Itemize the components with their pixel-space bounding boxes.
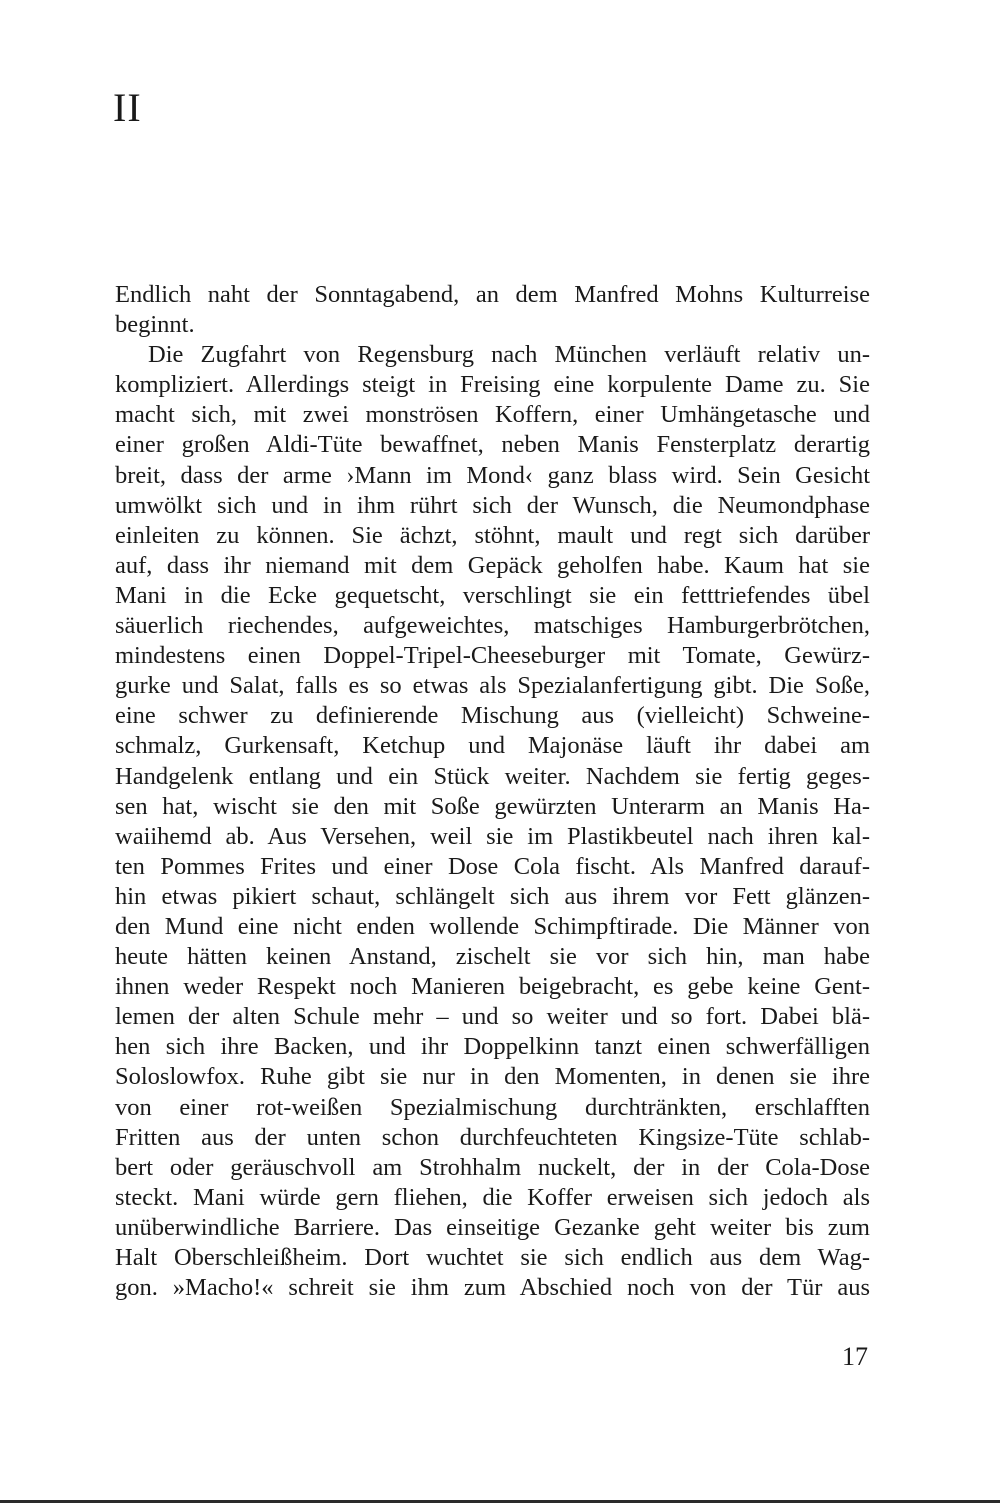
text-line: hen sich ihre Backen, und ihr Doppelkinn tanzt einen schwerfälligen [115, 1033, 870, 1061]
text-line: gurke und Salat, falls es so etwas als Spezialanfertigung gibt. Die Soße, [115, 672, 870, 700]
text-line: Endlich naht der Sonntagabend, an dem Manfred Mohns Kulturreise [115, 281, 870, 308]
text-line: Halt Oberschleißheim. Dort wuchtet sie sich endlich aus dem Wag- [115, 1244, 870, 1271]
text-line: Die Zugfahrt von Regensburg nach München verläuft relativ un- [148, 341, 870, 369]
text-line: Handgelenk entlang und ein Stück weiter. Nachdem sie fertig geges- [115, 762, 870, 790]
text-line: unüberwindliche Barriere. Das einseitige Gezanke geht weiter bis zum [115, 1213, 870, 1241]
text-line: Mani in die Ecke gequetscht, verschlingt sie ein fetttriefendes übel [115, 581, 870, 609]
text-line: umwölkt sich und in ihm rührt sich der Wunsch, die Neumondphase [115, 491, 870, 519]
text-line: ten Pommes Frites und einer Dose Cola fischt. Als Manfred darauf- [115, 852, 870, 880]
text-line: von einer rot-weißen Spezialmischung durchtränkten, erschlafften [115, 1093, 870, 1121]
text-line: bert oder geräuschvoll am Strohhalm nuckelt, der in der Cola-Dose [115, 1153, 870, 1181]
text-line: schmalz, Gurkensaft, Ketchup und Majonäse läuft ihr dabei am [115, 732, 870, 760]
text-line: macht sich, mit zwei monströsen Koffern, einer Umhängetasche und [115, 401, 870, 429]
text-line: sen hat, wischt sie den mit Soße gewürzten Unterarm an Manis Ha- [115, 792, 870, 820]
text-line: lemen der alten Schule mehr – und so weiter und so fort. Dabei blä- [115, 1003, 870, 1031]
text-line: hin etwas pikiert schaut, schlängelt sich aus ihrem vor Fett glänzen- [115, 882, 870, 910]
text-line: einer großen Aldi-Tüte bewaffnet, neben Manis Fensterplatz derartig [115, 431, 870, 459]
page-number: 17 [842, 1342, 868, 1371]
text-line: ihnen weder Respekt noch Manieren beigebracht, es gebe keine Gent- [115, 973, 870, 1001]
text-line: den Mund eine nicht enden wollende Schimpftirade. Die Männer von [115, 912, 870, 940]
text-line: gon. »Macho!« schreit sie ihm zum Abschied noch von der Tür aus [115, 1274, 870, 1302]
text-line: waiihemd ab. Aus Versehen, weil sie im Plastikbeutel nach ihren kal- [115, 822, 870, 850]
text-line: heute hätten keinen Anstand, zischelt sie vor sich hin, man habe [115, 943, 870, 971]
text-line: Soloslowfox. Ruhe gibt sie nur in den Momenten, in denen sie ihre [115, 1063, 870, 1091]
text-line: beginnt. [115, 311, 195, 339]
text-line: auf, dass ihr niemand mit dem Gepäck geholfen habe. Kaum hat sie [115, 551, 870, 579]
text-line: mindestens einen Doppel-Tripel-Cheeseburger mit Tomate, Gewürz- [115, 642, 870, 670]
chapter-number: II [113, 85, 142, 130]
text-line: säuerlich riechendes, aufgeweichtes, matschiges Hamburgerbrötchen, [115, 612, 870, 640]
body-text [115, 280, 870, 1303]
text-line: einleiten zu können. Sie ächzt, stöhnt, mault und regt sich darüber [115, 521, 870, 549]
text-line: breit, dass der arme ›Mann im Mond‹ ganz blass wird. Sein Gesicht [115, 461, 870, 489]
text-line: Fritten aus der unten schon durchfeuchteten Kingsize-Tüte schlab- [115, 1123, 870, 1151]
text-line: steckt. Mani würde gern fliehen, die Koffer erweisen sich jedoch als [115, 1183, 870, 1211]
text-line: eine schwer zu definierende Mischung aus (vielleicht) Schweine- [115, 702, 870, 730]
text-line: kompliziert. Allerdings steigt in Freising eine korpulente Dame zu. Sie [115, 371, 870, 399]
